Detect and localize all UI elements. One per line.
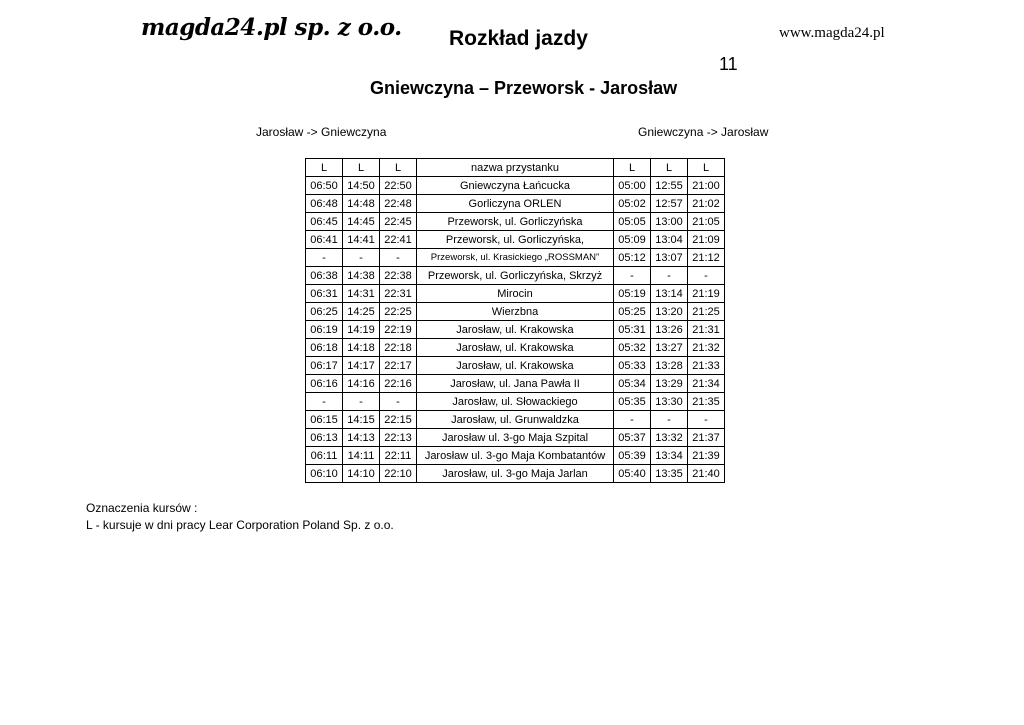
time-cell: 21:40 xyxy=(688,465,725,483)
time-cell: 12:57 xyxy=(651,195,688,213)
stop-name-cell: Gorliczyna ORLEN xyxy=(417,195,614,213)
time-cell: 06:16 xyxy=(306,375,343,393)
time-cell: 22:19 xyxy=(380,321,417,339)
time-cell: 06:11 xyxy=(306,447,343,465)
stop-name-cell: Jarosław, ul. Krakowska xyxy=(417,339,614,357)
time-cell: 21:35 xyxy=(688,393,725,411)
time-cell: 22:16 xyxy=(380,375,417,393)
time-cell: - xyxy=(306,249,343,267)
time-cell: 22:17 xyxy=(380,357,417,375)
time-cell: - xyxy=(380,393,417,411)
time-cell: 06:50 xyxy=(306,177,343,195)
time-cell: 21:32 xyxy=(688,339,725,357)
table-row xyxy=(306,375,725,393)
time-cell: 22:48 xyxy=(380,195,417,213)
time-cell: 05:19 xyxy=(614,285,651,303)
time-cell: 13:14 xyxy=(651,285,688,303)
time-cell: 14:25 xyxy=(343,303,380,321)
time-cell: - xyxy=(306,393,343,411)
time-cell: 12:55 xyxy=(651,177,688,195)
time-cell: 05:00 xyxy=(614,177,651,195)
stop-name-cell: Przeworsk, ul. Krasickiego „ROSSMAN” xyxy=(417,249,614,267)
time-cell: 06:15 xyxy=(306,411,343,429)
time-cell: 06:25 xyxy=(306,303,343,321)
time-cell: 13:07 xyxy=(651,249,688,267)
time-cell: 21:00 xyxy=(688,177,725,195)
time-cell: - xyxy=(651,411,688,429)
time-cell: - xyxy=(651,267,688,285)
time-cell: 05:39 xyxy=(614,447,651,465)
time-cell: 14:18 xyxy=(343,339,380,357)
time-cell: 14:11 xyxy=(343,447,380,465)
header-cell: L xyxy=(614,159,651,177)
table-row xyxy=(306,231,725,249)
time-cell: 22:11 xyxy=(380,447,417,465)
time-cell: 22:50 xyxy=(380,177,417,195)
header-cell: L xyxy=(343,159,380,177)
time-cell: 21:25 xyxy=(688,303,725,321)
time-cell: 22:31 xyxy=(380,285,417,303)
table-row xyxy=(306,447,725,465)
time-cell: 21:12 xyxy=(688,249,725,267)
table-row xyxy=(306,195,725,213)
document-title: Rozkład jazdy xyxy=(449,27,588,50)
time-cell: 13:32 xyxy=(651,429,688,447)
page-number: 11 xyxy=(719,54,738,74)
table-row xyxy=(306,393,725,411)
table-row xyxy=(306,357,725,375)
table-row xyxy=(306,429,725,447)
time-cell: 22:13 xyxy=(380,429,417,447)
table-row xyxy=(306,465,725,483)
time-cell: 05:31 xyxy=(614,321,651,339)
time-cell: 06:10 xyxy=(306,465,343,483)
time-cell: 22:15 xyxy=(380,411,417,429)
time-cell: 21:31 xyxy=(688,321,725,339)
time-cell: 14:19 xyxy=(343,321,380,339)
header-cell: L xyxy=(651,159,688,177)
timetable xyxy=(305,158,725,483)
time-cell: 06:48 xyxy=(306,195,343,213)
company-name: magda24.pl sp. z o.o. xyxy=(141,14,402,41)
time-cell: 06:31 xyxy=(306,285,343,303)
table-row xyxy=(306,411,725,429)
time-cell: 14:31 xyxy=(343,285,380,303)
time-cell: 22:45 xyxy=(380,213,417,231)
time-cell: 05:09 xyxy=(614,231,651,249)
time-cell: - xyxy=(343,249,380,267)
time-cell: 05:35 xyxy=(614,393,651,411)
time-cell: 05:05 xyxy=(614,213,651,231)
time-cell: 21:02 xyxy=(688,195,725,213)
header-cell: L xyxy=(688,159,725,177)
time-cell: 14:41 xyxy=(343,231,380,249)
website-url: www.magda24.pl xyxy=(779,25,885,41)
time-cell: 06:19 xyxy=(306,321,343,339)
header-cell-stop-name: nazwa przystanku xyxy=(417,159,614,177)
time-cell: 05:33 xyxy=(614,357,651,375)
stop-name-cell: Jarosław, ul. Krakowska xyxy=(417,357,614,375)
time-cell: - xyxy=(688,267,725,285)
time-cell: 13:29 xyxy=(651,375,688,393)
time-cell: 05:40 xyxy=(614,465,651,483)
table-row xyxy=(306,177,725,195)
stop-name-cell: Przeworsk, ul. Gorliczyńska xyxy=(417,213,614,231)
time-cell: 13:20 xyxy=(651,303,688,321)
table-row xyxy=(306,267,725,285)
table-row xyxy=(306,249,725,267)
stop-name-cell: Jarosław, ul. Krakowska xyxy=(417,321,614,339)
time-cell: - xyxy=(343,393,380,411)
time-cell: 22:18 xyxy=(380,339,417,357)
time-cell: - xyxy=(380,249,417,267)
stop-name-cell: Jarosław ul. 3-go Maja Szpital xyxy=(417,429,614,447)
stop-name-cell: Przeworsk, ul. Gorliczyńska, Skrzyż xyxy=(417,267,614,285)
time-cell: 05:32 xyxy=(614,339,651,357)
time-cell: 21:39 xyxy=(688,447,725,465)
time-cell: 21:19 xyxy=(688,285,725,303)
stop-name-cell: Wierzbna xyxy=(417,303,614,321)
time-cell: 13:00 xyxy=(651,213,688,231)
time-cell: 13:35 xyxy=(651,465,688,483)
stop-name-cell: Jarosław, ul. Grunwaldzka xyxy=(417,411,614,429)
time-cell: 21:37 xyxy=(688,429,725,447)
time-cell: 05:37 xyxy=(614,429,651,447)
time-cell: 13:27 xyxy=(651,339,688,357)
time-cell: 22:10 xyxy=(380,465,417,483)
time-cell: - xyxy=(688,411,725,429)
time-cell: 14:48 xyxy=(343,195,380,213)
time-cell: 13:30 xyxy=(651,393,688,411)
stop-name-cell: Jarosław, ul. 3-go Maja Jarlan xyxy=(417,465,614,483)
time-cell: 14:50 xyxy=(343,177,380,195)
direction-right: Gniewczyna -> Jarosław xyxy=(638,125,769,139)
time-cell: 05:25 xyxy=(614,303,651,321)
time-cell: 06:41 xyxy=(306,231,343,249)
time-cell: 21:09 xyxy=(688,231,725,249)
time-cell: 21:34 xyxy=(688,375,725,393)
time-cell: 06:17 xyxy=(306,357,343,375)
stop-name-cell: Przeworsk, ul. Gorliczyńska, xyxy=(417,231,614,249)
table-row xyxy=(306,285,725,303)
time-cell: 22:41 xyxy=(380,231,417,249)
table-row xyxy=(306,303,725,321)
time-cell: 13:34 xyxy=(651,447,688,465)
time-cell: 05:02 xyxy=(614,195,651,213)
timetable-header-row xyxy=(306,159,725,177)
time-cell: 14:13 xyxy=(343,429,380,447)
time-cell: 05:12 xyxy=(614,249,651,267)
time-cell: - xyxy=(614,411,651,429)
time-cell: 06:13 xyxy=(306,429,343,447)
table-row xyxy=(306,213,725,231)
header-cell: L xyxy=(306,159,343,177)
stop-name-cell: Jarosław, ul. Jana Pawła II xyxy=(417,375,614,393)
legend-title: Oznaczenia kursów : xyxy=(86,501,198,515)
time-cell: - xyxy=(614,267,651,285)
time-cell: 14:17 xyxy=(343,357,380,375)
stop-name-cell: Jarosław, ul. Słowackiego xyxy=(417,393,614,411)
direction-left: Jarosław -> Gniewczyna xyxy=(256,125,387,139)
route-title: Gniewczyna – Przeworsk - Jarosław xyxy=(370,78,678,98)
header-cell: L xyxy=(380,159,417,177)
time-cell: 05:34 xyxy=(614,375,651,393)
stop-name-cell: Jarosław ul. 3-go Maja Kombatantów xyxy=(417,447,614,465)
time-cell: 14:16 xyxy=(343,375,380,393)
time-cell: 06:45 xyxy=(306,213,343,231)
time-cell: 14:38 xyxy=(343,267,380,285)
time-cell: 21:33 xyxy=(688,357,725,375)
table-row xyxy=(306,339,725,357)
time-cell: 14:15 xyxy=(343,411,380,429)
stop-name-cell: Mirocin xyxy=(417,285,614,303)
time-cell: 13:04 xyxy=(651,231,688,249)
time-cell: 22:25 xyxy=(380,303,417,321)
time-cell: 13:26 xyxy=(651,321,688,339)
time-cell: 21:05 xyxy=(688,213,725,231)
time-cell: 06:38 xyxy=(306,267,343,285)
time-cell: 22:38 xyxy=(380,267,417,285)
stop-name-cell: Gniewczyna Łańcucka xyxy=(417,177,614,195)
time-cell: 13:28 xyxy=(651,357,688,375)
legend-l-description: L - kursuje w dni pracy Lear Corporation Poland Sp. z o.o. xyxy=(86,518,394,532)
time-cell: 14:10 xyxy=(343,465,380,483)
table-row xyxy=(306,321,725,339)
time-cell: 14:45 xyxy=(343,213,380,231)
time-cell: 06:18 xyxy=(306,339,343,357)
